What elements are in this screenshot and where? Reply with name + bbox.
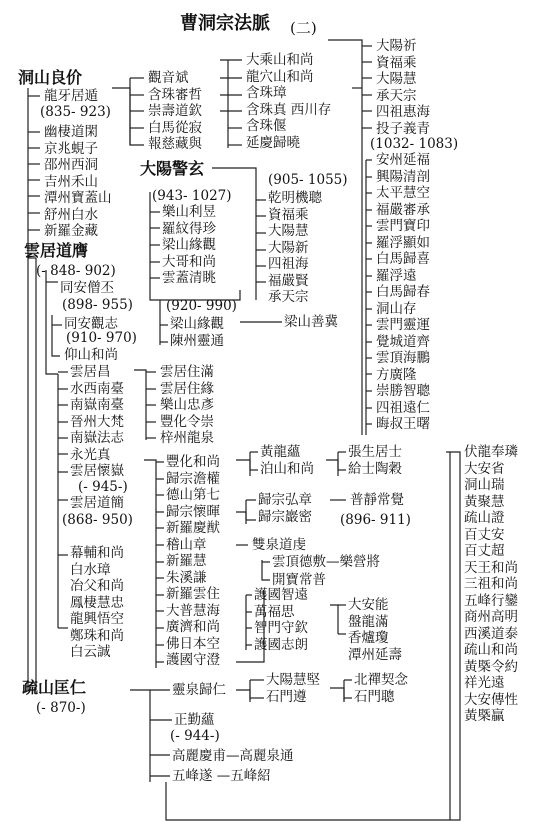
heir: 鳳棲慧忠: [70, 594, 124, 611]
heir: 幽棲道閑: [44, 124, 98, 140]
heir: 承天宗: [376, 87, 417, 104]
heir: 雲居住滿: [160, 364, 214, 380]
heir: 商州高明: [464, 609, 518, 625]
heir: 含珠真 西川存: [246, 101, 332, 118]
beichan-pair: [354, 672, 408, 705]
heir: 梁山緣觀: [170, 316, 224, 332]
heir: 新羅金藏: [44, 223, 98, 239]
date-touzi: (1032- 1083): [370, 136, 459, 152]
yunding-line: 雲頂德敷—樂營將: [272, 554, 380, 570]
fenglin-heirs: [166, 553, 220, 669]
heir: 護國守澄: [166, 652, 220, 668]
master-shushan: 疏山匡仁: [22, 678, 87, 697]
dongshan-heirs-lower: [44, 124, 112, 240]
chart-title: 曹洞宗法脈: [180, 13, 270, 34]
heir: 舒州白水: [44, 206, 98, 223]
heir: 萬福思: [254, 603, 295, 620]
heir: 北禪契念: [354, 672, 408, 688]
heir: 黃龍蘊: [260, 444, 301, 460]
heir: 大安能: [348, 597, 389, 613]
heir: 給士陶穀: [348, 460, 402, 477]
heir: 吉州禾山: [44, 173, 98, 190]
heir: 幕輔和尚: [70, 545, 124, 561]
guizong-pair: [258, 492, 312, 525]
heir: 伏龍奉璘: [464, 444, 518, 460]
heir: 報慈藏與: [148, 136, 202, 152]
heir: 覺城道齊: [376, 333, 430, 350]
fuyin: 普靜常覺: [350, 492, 404, 508]
date-yunju: (- 848- 902): [36, 263, 116, 279]
heir: 潭州延壽: [348, 646, 402, 663]
heir: 大安傳性: [464, 691, 518, 708]
dongshan-heirs: [44, 88, 98, 105]
daan-group: [348, 597, 402, 663]
heir: 白云誠: [70, 644, 111, 660]
heir: 乾明機聰: [268, 190, 322, 206]
heir: 含珠偃: [246, 118, 287, 134]
heir: 羅紋得珍: [162, 220, 216, 237]
date-tongan-pi: (898- 955): [62, 297, 133, 313]
huanglong-pair: [260, 444, 314, 477]
heir: 資福乘: [376, 54, 417, 71]
heir: 豐化令崇: [160, 413, 214, 430]
heir: 大普慧海: [166, 602, 220, 619]
second-gen: [246, 52, 331, 151]
heir: 水西南臺: [70, 380, 124, 397]
heir: 新羅雲住: [166, 586, 220, 602]
heir: 歸宗巖密: [258, 508, 312, 525]
date-longya: (835- 923): [40, 104, 111, 120]
date-zhengqin: (- 944-): [170, 728, 220, 744]
heir: 四祖遠仁: [376, 399, 430, 416]
liangshan-shanji: 梁山善冀: [284, 314, 338, 330]
heir: 太平慧空: [376, 185, 430, 201]
heir: 歸宗澹權: [166, 470, 220, 487]
yangshan: 仰山和尚: [64, 347, 118, 363]
heir: 羅浮顯如: [376, 234, 430, 251]
heir: 福嚴審承: [376, 201, 430, 218]
heir: 黃槩贏: [464, 708, 505, 724]
heir: 資福乘: [268, 206, 309, 223]
huguo-group: [254, 587, 308, 653]
heir: 南嶽南臺: [70, 397, 124, 413]
zhangsheng-pair: [348, 444, 402, 477]
yunju-lower: [160, 364, 214, 447]
date-fuyin: (896- 911): [340, 512, 411, 528]
yunju-heirs-a: [70, 364, 124, 480]
heir: 洞山瑞: [464, 477, 505, 493]
heir: 五峰行鑾: [464, 592, 518, 609]
heir: 白馬歸春: [376, 284, 430, 300]
heir: 護國志朗: [254, 636, 308, 653]
goryeo-line: 高麗慶甫—高麗泉通: [172, 748, 294, 764]
heir: 陳州靈通: [170, 332, 224, 349]
date-guanzhi: (910- 970): [66, 330, 137, 346]
heir: 歸宗懷暉: [166, 503, 220, 520]
heir: 邵州西洞: [44, 157, 98, 173]
tongan-guanzhi: 同安觀志: [64, 316, 118, 332]
heir: 樂山忠彥: [160, 397, 214, 413]
zhengqin: 正勤蘊: [174, 712, 215, 728]
lingquan: 靈泉歸仁: [172, 682, 226, 698]
heir: 大安省: [464, 460, 505, 477]
heir: 南嶽法志: [70, 430, 124, 446]
heir: 晦叔王曙: [376, 416, 430, 432]
heir: 張生居士: [348, 444, 402, 460]
touzi-preds: [376, 38, 430, 137]
heir: 疏山證: [464, 510, 505, 526]
heir: 投子義青: [376, 120, 430, 137]
heir: 大陽慧: [268, 223, 309, 239]
heir: 雲居昌: [70, 364, 111, 380]
yunju-heirs-c: [70, 545, 124, 661]
heir: 晉州大梵: [70, 413, 124, 430]
yunju-jian: 雲居道簡: [70, 495, 124, 511]
master-yunju: 雲居道膺: [24, 241, 89, 260]
heir: 新羅慧: [166, 553, 207, 569]
heir: 雲居懷嶽: [70, 463, 124, 479]
date-dayang: (943- 1027): [152, 188, 232, 204]
heir: 石門聰: [354, 688, 395, 705]
heir: 泊山和尚: [260, 460, 314, 477]
heir: 鄭珠和尚: [70, 627, 124, 644]
heir: 香爐瓊: [348, 630, 389, 646]
heir: 福嚴賢: [268, 272, 309, 289]
tongan-pi: 同安僧丕: [60, 280, 114, 296]
heir: 四祖海: [268, 256, 309, 272]
heir: 四祖惠海: [376, 104, 430, 120]
heir: 稽山章: [166, 536, 207, 553]
heir: 雲蓋清眺: [162, 270, 216, 286]
heir: 永光真: [70, 446, 111, 463]
heir: 西溪道泰: [464, 625, 518, 642]
heir: 雲頂海鵬: [376, 350, 430, 366]
heir: 樂山利昱: [162, 204, 216, 220]
lingquan-heirs: [266, 672, 320, 705]
heir: 梁山緣觀: [162, 237, 216, 253]
chart-title-part: (二): [290, 19, 317, 37]
heir: 大陽慧: [376, 71, 417, 87]
heir: 龍穴山和尚: [246, 68, 314, 85]
heir: 盤龍滿: [348, 613, 389, 630]
master-dayang: 大陽警玄: [140, 159, 205, 178]
heir: 朱溪謙: [166, 569, 207, 586]
heir: 興陽清剖: [376, 168, 430, 185]
dayang-preds: [162, 204, 216, 287]
huaiyue-heirs: [166, 454, 220, 553]
heir: 德山第七: [166, 487, 220, 503]
heir: 安州延福: [376, 152, 430, 168]
heir: 祥光遠: [464, 675, 505, 691]
heir: 天王和尚: [464, 559, 518, 576]
date-shushan: (- 870-): [36, 700, 86, 716]
longya-heirs: [148, 70, 202, 153]
heir: 雲門寶印: [376, 218, 430, 234]
heir: 大陽新: [268, 239, 309, 256]
heir: 智門守欽: [254, 620, 308, 636]
heir: 歸宗弘章: [258, 492, 312, 508]
heir: 百丈超: [464, 543, 505, 559]
heir: 延慶歸曉: [246, 134, 300, 151]
heir: 潭州寶蓋山: [44, 190, 112, 206]
heir: 白馬從寂: [148, 119, 202, 136]
heir: 大陽慧堅: [266, 672, 320, 688]
kaibao: 開寶常普: [272, 572, 326, 588]
heir: 崇勝智聰: [376, 383, 430, 399]
heir: 洞山存: [376, 300, 417, 317]
heir: 佛日本空: [166, 635, 220, 652]
heir: 黃槩令約: [464, 658, 518, 675]
date-dayang-right: (905- 1055): [268, 172, 348, 188]
heir: 羅浮遠: [376, 267, 417, 284]
master-dongshan: 洞山良价: [18, 68, 83, 87]
heir: 大乘山和尚: [246, 52, 314, 68]
heir: 百丈安: [464, 526, 505, 543]
heir: 石門遵: [266, 688, 307, 705]
heir: 京兆蜆子: [44, 140, 98, 157]
heir: 黃聚慧: [464, 493, 505, 510]
shuangquan: 雙泉道虔: [252, 537, 306, 553]
dayang-heirs: [268, 190, 322, 306]
touzi-heirs: [376, 152, 430, 433]
heir: 龍興悟空: [70, 611, 124, 627]
heir: 含珠審哲: [148, 86, 202, 103]
heir: 龍牙居遁: [44, 88, 98, 104]
wufeng-line: 五峰遂 —五峰紹: [172, 768, 271, 784]
heir: 大陽祈: [376, 38, 417, 54]
heir: 新羅慶猷: [166, 520, 220, 536]
heir: 廣濟和尚: [166, 619, 220, 635]
heir: 雲居住緣: [160, 380, 214, 397]
heir: 護國智遠: [254, 587, 308, 603]
heir: 冶父和尚: [70, 578, 124, 594]
date-liangshan: (920- 990): [166, 298, 237, 314]
right-column: [464, 444, 518, 725]
heir: 承天宗: [268, 289, 309, 305]
heir: 三祖和尚: [464, 576, 518, 592]
date-yunju-jian: (868- 950): [62, 512, 133, 528]
heir: 大哥和尚: [162, 253, 216, 270]
heir: 疏山和尚: [464, 642, 518, 658]
heir: 白水璋: [70, 561, 111, 578]
heir: 含珠璋: [246, 85, 287, 101]
heir: 梓州龍泉: [160, 430, 214, 446]
heir: 雲門靈運: [376, 317, 430, 333]
date-huaiyue: (- 945-): [78, 479, 128, 495]
heir: 豐化和尚: [166, 454, 220, 470]
heir: 觀音斌: [148, 70, 189, 86]
heir: 崇壽道欽: [148, 103, 202, 119]
heir: 方廣隆: [376, 366, 417, 383]
liangshan-heirs: [170, 316, 224, 349]
heir: 白馬歸喜: [376, 251, 430, 267]
